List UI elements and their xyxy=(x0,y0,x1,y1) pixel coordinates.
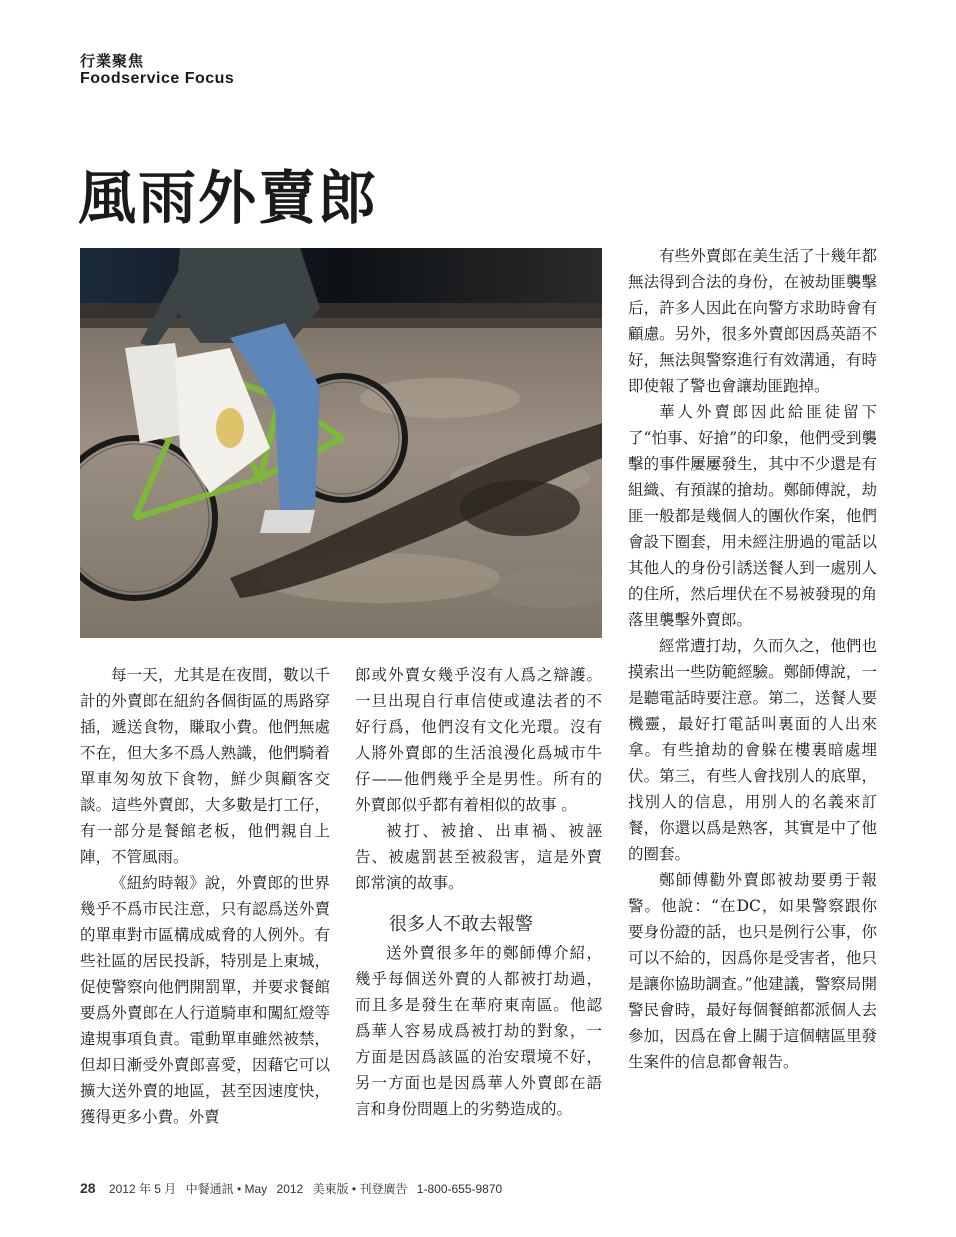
paragraph: 有些外賣郎在美生活了十幾年都無法得到合法的身份，在被劫匪襲擊后，許多人因此在向警方求助時會有顧慮。另外，很多外賣郎因爲英語不好，無法與警察進行有效溝通，有時即使報了警也會讓劫匪跑掉。 xyxy=(628,247,877,395)
issue-date: 2012 年 5 月 xyxy=(108,1182,177,1196)
paragraph: 華人外賣郎因此給匪徒留下了“怕事、好搶”的印象，他們受到襲擊的事件屢屢發生，其中不少還是有組織、有預謀的搶劫。鄭師傅說，劫匪一般都是幾個人的團伙作案，他們會設下圈套，用未經注册過的電話以其他人的身份引誘送餐人到一處別人的住所，然后埋伏在不易被發現的角落里襲擊外賣郎。 xyxy=(628,403,877,629)
text-column-2 xyxy=(355,662,602,1122)
paragraph: 每一天，尤其是在夜間，數以千計的外賣郎在紐約各個街區的馬路穿插，遞送食物，賺取小費。他們無處不在，但大多不爲人熟識，他們騎着單車匆匆放下食物，鮮少與顧客交談。這些外賣郎，大多數是打工仔，有一部分是餐館老板，他們親自上陣，不管風雨。 xyxy=(80,666,330,866)
paragraph: 鄭師傅勸外賣郎被劫要勇于報警。他說：“在DC，如果警察跟你要身份證的話，也只是例行公事，你可以不給的，因爲你是受害者，他只是讓你協助調查。”他建議，警察局開警民會時，最好每個餐館都派個人去參加，因爲在會上關于這個轄區里發生案件的信息都會報告。 xyxy=(628,871,877,1071)
paragraph: 《紐約時報》說，外賣郎的世界幾乎不爲市民注意，只有認爲送外賣的單車對市區構成威脅的人例外。有些社區的居民投訴，特別是上東城，促使警察向他們開罰單，并要求餐館要爲外賣郎在人行道騎車和闖紅燈等違規事項負責。電動單車雖然被禁，但却日漸受外賣郎喜愛，因藉它可以擴大送外賣的地區，甚至因速度快，獲得更多小費。外賣 xyxy=(80,874,330,1126)
phone-number: 1-800-655-9870 xyxy=(416,1182,503,1196)
article-title: 風雨外賣郎 xyxy=(78,163,379,232)
paragraph: 經常遭打劫，久而久之，他們也摸索出一些防範經驗。鄭師傅說，一是聽電話時要注意。第二，送餐人要機靈，最好打電話叫裏面的人出來拿。有些搶劫的會躲在樓裏暗處埋伏。第三，有些人會找別人的底單，找別人的信息，用別人的名義來訂餐，你還以爲是熟客，其實是中了他的圈套。 xyxy=(628,637,877,863)
page-number: 28 xyxy=(80,1180,96,1196)
paragraph: 被打、被搶、出車禍、被誣告、被處罰甚至被殺害，這是外賣郎常演的故事。 xyxy=(355,822,602,892)
text-column-3 xyxy=(628,243,877,1075)
subheading: 很多人不敢去報警 xyxy=(389,914,533,935)
text-column-1 xyxy=(80,662,330,1130)
issue-year: 2012 xyxy=(276,1182,304,1196)
article-photo xyxy=(80,248,602,638)
section-label-chinese: 行業聚焦 xyxy=(80,52,145,70)
edition-label: 美東版 • 刊登廣告 xyxy=(312,1182,408,1196)
paragraph: 郎或外賣女幾乎沒有人爲之辯護。一旦出現自行車信使或違法者的不好行爲，他們沒有文化光環。沒有人將外賣郎的生活浪漫化爲城市牛仔——他們幾乎全是男性。所有的外賣郎似乎都有着相似的故事 。 xyxy=(355,666,602,814)
page-footer xyxy=(80,1180,508,1197)
section-label-english: Foodservice Focus xyxy=(80,70,235,87)
paragraph: 送外賣很多年的鄭師傅介紹，幾乎每個送外賣的人都被打劫過，而且多是發生在華府東南區。他認爲華人容易成爲被打劫的對象，一方面是因爲該區的治安環境不好，另一方面也是因爲華人外賣郎在語言和身份問題上的劣勢造成的。 xyxy=(355,944,602,1118)
publication-name: 中餐通訊 • May xyxy=(185,1182,268,1196)
